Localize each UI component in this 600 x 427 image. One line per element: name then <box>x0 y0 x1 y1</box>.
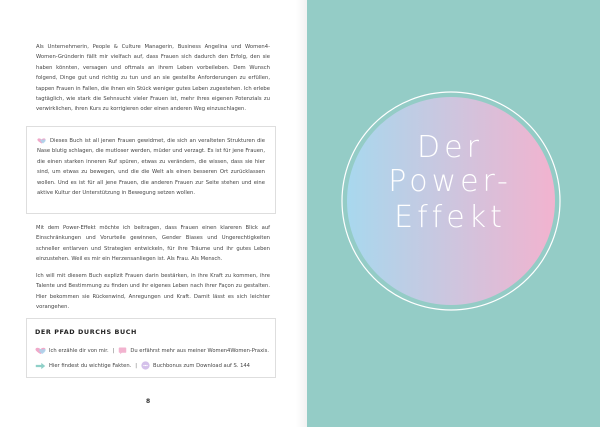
legend-bonus: Buchbonus zum Download auf S. 144 <box>153 362 250 369</box>
page-number: 8 <box>146 398 151 405</box>
encouragement-paragraph: Ich will mit diesem Buch explizit Frauen darin bestärken, in ihre Kraft zu kommen, ihre Talente und Bestimmung zu finden und ihr eigenes Leben nach ihrer Façon zu gestalten. Hier bekommen sie Rückenwind, Anregungen und Kraft. Damit lässt es sich leichter vorangehen. <box>36 273 270 311</box>
legend-facts: Hier findest du wichtige Fakten. <box>49 362 132 369</box>
path-box-title: DER PFAD DURCHS BUCH <box>35 328 137 336</box>
dots-circle-icon <box>141 361 150 370</box>
arrow-icon <box>35 362 46 370</box>
legend-personal-story: Ich erzähle dir von mir. <box>49 347 109 354</box>
speech-bubble-icon <box>118 346 127 355</box>
legend-row-1 <box>35 346 269 355</box>
legend-practice: Du erfährst mehr aus meiner Women4Women-Praxis. <box>130 347 269 354</box>
cover-page <box>307 0 600 427</box>
legend-separator: | <box>135 362 138 369</box>
legend-separator: | <box>112 347 115 354</box>
heart-icon <box>35 347 46 355</box>
purpose-paragraph: Mit dem Power-Effekt möchte ich beitragen, dass Frauen einen klareren Blick auf Einschränkungen und Vorurteile gewinnen, Gender Biases und Ungerechtigkeiten schneller entlarven und Strategien entwickeln, für ihre Träume und ihr gutes Leben einzustehen. Weil es mir ein Herzensanliegen ist. Als Frau. Als Mensch. <box>36 225 270 263</box>
dedication-text: Dieses Buch ist all jenen Frauen gewidmet, die sich an veralteten Strukturen die Nase blutig schlagen, die mutloser werden, müder und verzagt. Es ist für jene Frauen, die einen starken inneren Ruf spüren, etwas zu verändern, die wissen, dass sie hier sind, um etwas zu bewegen, und die die Welt als einen besseren Ort zurücklassen wollen. Und es ist für all jene Frauen, die anderen Frauen zur Seite stehen und eine aktive Kultur der Unterstützung in Bewegung setzen wollen. <box>37 138 265 197</box>
heart-icon <box>37 138 46 144</box>
legend-row-2 <box>35 361 250 370</box>
title-word-3: Effekt <box>394 200 506 235</box>
title-word-2: Power- <box>388 164 512 199</box>
intro-paragraph: Als Unternehmerin, People & Culture Managerin, Business Angelina und Women4-Women-Gründerin fällt mir vielfach auf, dass Frauen sich dadurch den Erfolg, den sie haben könnten, versagen und oftmals an ihrem Leben vorbeileben. Dem Wunsch folgend, Dinge gut und richtig zu tun und an sie gestellte Anforderungen zu erfüllen, tappen Frauen in Fallen, die ihnen ein Stück weniger gutes Leben zugestehen. Ich erlebe tagtäglich, wie stark die Sehnsucht vieler Frauen ist, mehr ihres eigenen Potenzials zu verwirklichen, ihren Kurs zu korrigieren oder einen anderen Weg einzuschlagen. <box>36 44 270 113</box>
title-word-1: Der <box>417 130 483 165</box>
dedication-box <box>26 126 276 214</box>
dedication-paragraph <box>37 136 265 198</box>
path-through-book-box <box>26 318 276 378</box>
